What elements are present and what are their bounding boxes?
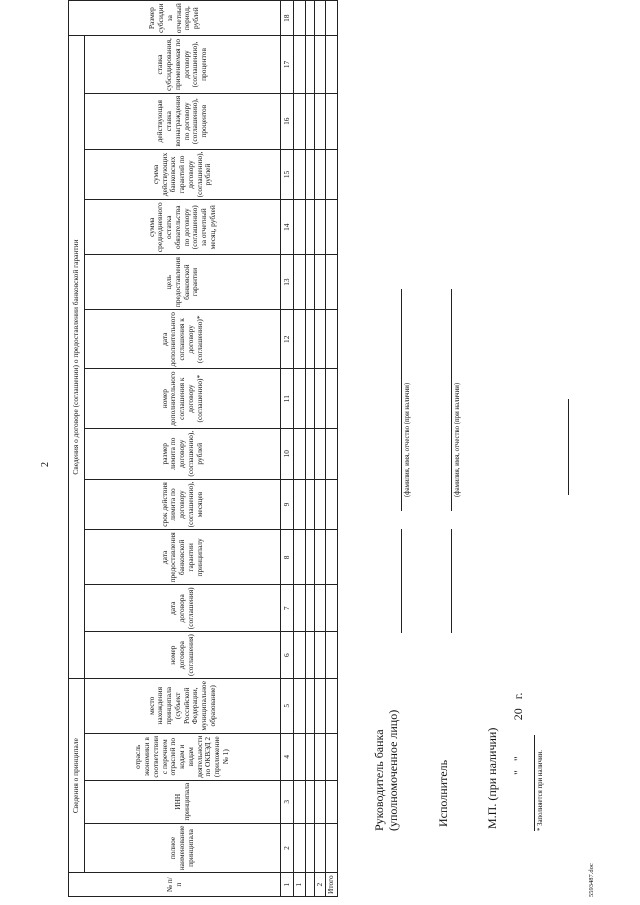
row-number: 1	[294, 873, 306, 897]
header-col-17: ставка субсидирования, применяемая по договору (соглашению), процентов	[85, 36, 281, 94]
group-contract-title: Сведения о договоре (соглашении) о предоставлении банковской гарантии	[69, 36, 85, 679]
col-number	[281, 0, 294, 1]
header-col-3: ИНН принципала	[85, 780, 281, 823]
header-col-12: дата дополнительного соглашения к договору (соглашению)*	[85, 310, 281, 369]
footnote-separator	[534, 735, 535, 831]
col-number: 10	[281, 428, 294, 479]
col-number: 9	[281, 479, 294, 530]
col-number: 14	[281, 200, 294, 255]
header-row-number: № п/п	[69, 873, 281, 897]
column-numbers-row	[281, 0, 294, 897]
col-number: 6	[281, 632, 294, 679]
header-col-16: действующая ставка вознаграждения по договору (соглашению), процентов	[85, 93, 281, 149]
col-number: 16	[281, 93, 294, 149]
table-row	[294, 0, 306, 897]
header-col-5: место нахождения принципала (субъект Российской Федерации, муниципальное образование)	[85, 679, 281, 734]
header-col-9: срок действия лимита по договору (соглашению), месяцев	[85, 479, 281, 530]
col-number: 18	[281, 1, 294, 36]
row-number	[305, 873, 314, 897]
col-number: 1	[281, 873, 294, 897]
header-col-6: номер договора (соглашения)	[85, 632, 281, 679]
head-name-line	[401, 289, 402, 511]
header-col-13: цель предоставления банковской гарантии	[85, 255, 281, 310]
page-number: 2	[40, 462, 51, 467]
header-col-2: полное наименование принципала	[85, 823, 281, 873]
date-field: " " 20 г.	[511, 692, 525, 775]
col-number: 12	[281, 310, 294, 369]
executor-fio-caption: (фамилия, имя, отчество (при наличии)	[454, 382, 461, 497]
executor-name-line	[451, 289, 452, 511]
footnote: * Заполняется при наличии.	[537, 750, 544, 831]
total-label: Итого	[326, 873, 338, 897]
stamp-label: М.П. (при наличии)	[485, 727, 499, 829]
head-signature-line	[401, 529, 402, 633]
col-number: 8	[281, 530, 294, 585]
header-col-19	[69, 0, 281, 1]
header-col-4: отрасль экономики в соответствии с перечнем отраслей по кодам и видам деятельности по ОКВЭД 2 (приложение № 1)	[85, 733, 281, 780]
table-row	[305, 0, 314, 897]
header-col-15: сумма действующих банковских гарантий по договору (соглашению), рублей	[85, 149, 281, 200]
head-fio-caption: (фамилия, имя, отчество (при наличии)	[404, 382, 411, 497]
subsidy-report-table	[68, 0, 338, 897]
col-number: 2	[281, 823, 294, 873]
document-code: 5593487.doc	[588, 863, 595, 897]
col-number: 17	[281, 36, 294, 94]
col-number: 13	[281, 255, 294, 310]
executor-signature-line	[451, 529, 452, 633]
col-number: 5	[281, 679, 294, 734]
table-row	[314, 0, 326, 897]
bank-head-label: Руководитель банка (уполномоченное лицо)	[372, 709, 401, 831]
col-number: 7	[281, 585, 294, 632]
row-number: 2	[314, 873, 326, 897]
col-number: 4	[281, 733, 294, 780]
header-col-8: дата предоставления банковской гарантии принципалу	[85, 530, 281, 585]
header-col-11: номер дополнительного соглашения к договору (соглашению)*	[85, 369, 281, 428]
header-col-18: Размер субсидии за отчетный период, рублей	[69, 1, 281, 36]
col-number: 3	[281, 780, 294, 823]
col-number: 11	[281, 369, 294, 428]
executor-label: Исполнитель	[436, 759, 450, 827]
header-col-14: сумма среднедневного остатка обязательства по договору (соглашению) за отчетный месяц, рублей	[85, 200, 281, 255]
header-col-7: дата договора (соглашения)	[85, 585, 281, 632]
total-row	[326, 0, 338, 897]
col-number: 15	[281, 149, 294, 200]
bottom-line	[568, 399, 569, 495]
header-col-10: размер лимита по договору (соглашению), рублей	[85, 428, 281, 479]
group-principal-title: Сведения о принципале	[69, 679, 85, 873]
